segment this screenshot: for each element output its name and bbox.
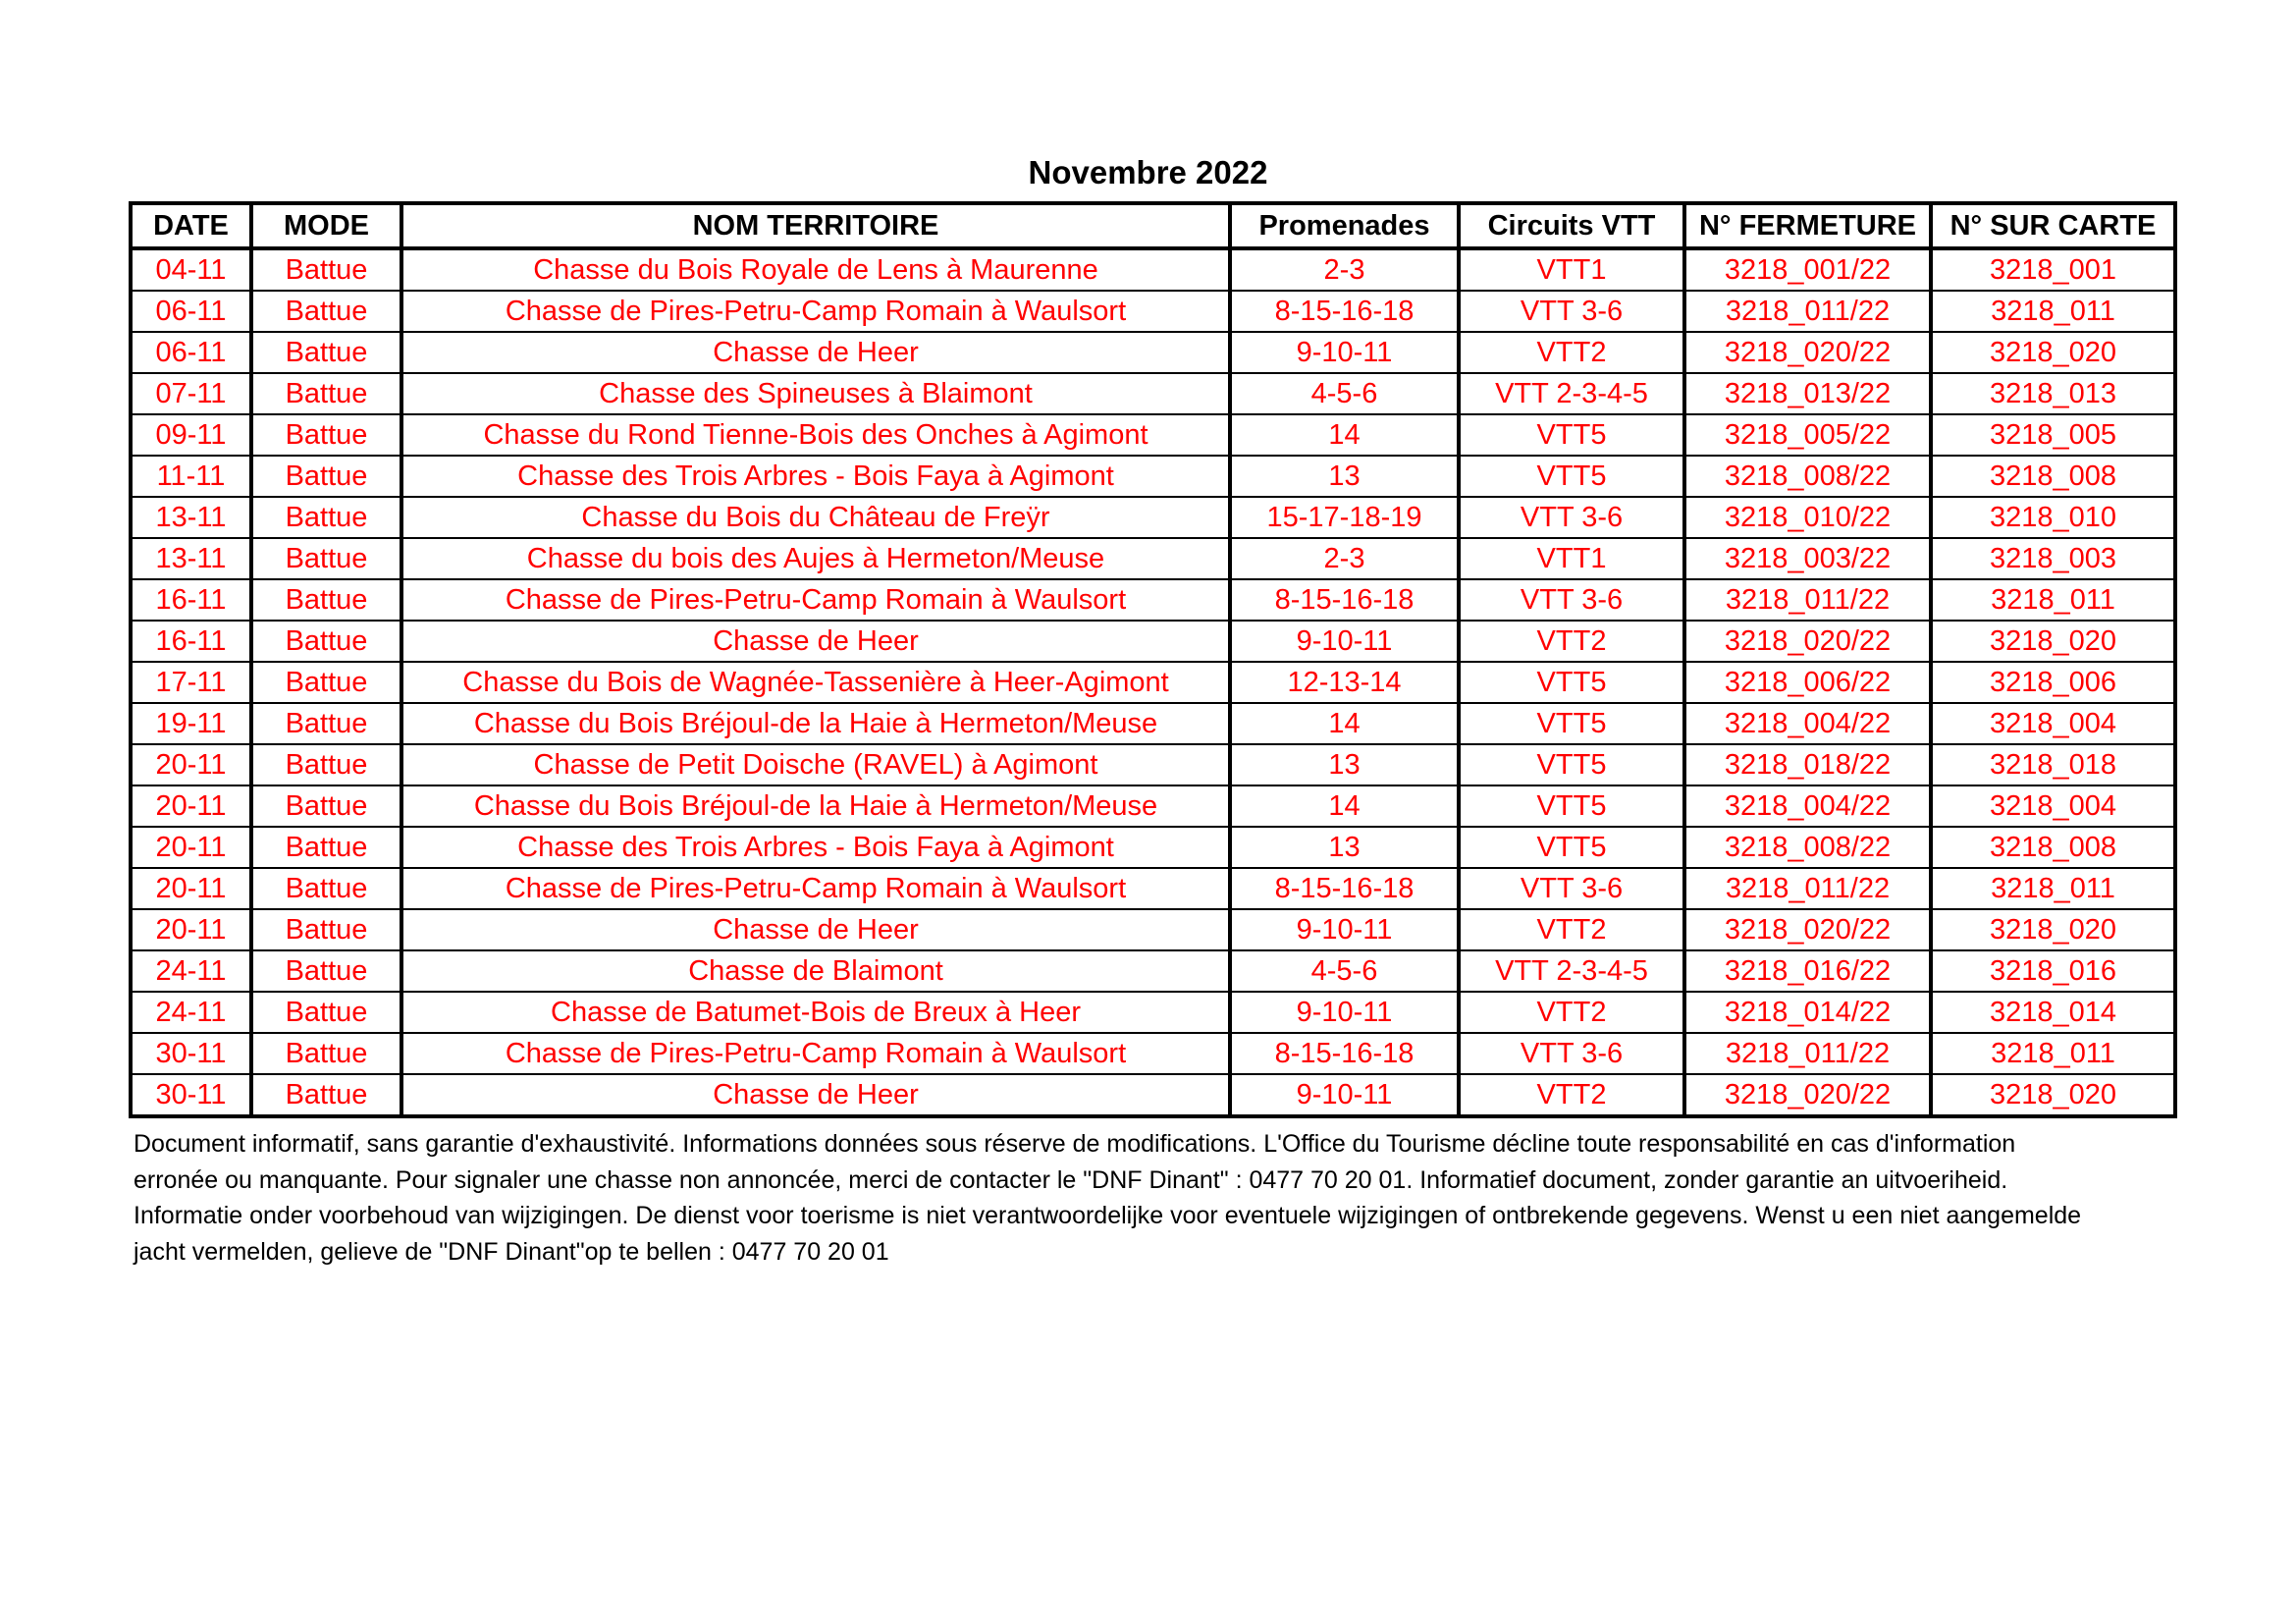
cell-nom-territoire: Chasse de Blaimont [401, 950, 1230, 992]
cell-fermeture: 3218_010/22 [1684, 497, 1931, 538]
cell-circuits-vtt: VTT5 [1459, 703, 1684, 744]
cell-promenades: 4-5-6 [1230, 373, 1459, 414]
cell-mode: Battue [251, 248, 401, 291]
cell-sur-carte: 3218_011 [1931, 291, 2175, 332]
cell-mode: Battue [251, 827, 401, 868]
cell-mode: Battue [251, 497, 401, 538]
cell-mode: Battue [251, 950, 401, 992]
cell-promenades: 8-15-16-18 [1230, 291, 1459, 332]
cell-promenades: 9-10-11 [1230, 332, 1459, 373]
cell-nom-territoire: Chasse de Pires-Petru-Camp Romain à Waulsort [401, 1033, 1230, 1074]
cell-sur-carte: 3218_001 [1931, 248, 2175, 291]
cell-date: 09-11 [131, 414, 251, 456]
cell-nom-territoire: Chasse du Bois Bréjoul-de la Haie à Hermeton/Meuse [401, 785, 1230, 827]
cell-date: 17-11 [131, 662, 251, 703]
table-body [131, 248, 2175, 1116]
cell-nom-territoire: Chasse de Pires-Petru-Camp Romain à Waulsort [401, 291, 1230, 332]
cell-mode: Battue [251, 291, 401, 332]
table-row [131, 744, 2175, 785]
cell-promenades: 2-3 [1230, 538, 1459, 579]
column-header-nom-territoire: NOM TERRITOIRE [401, 203, 1230, 248]
table-row [131, 909, 2175, 950]
cell-date: 24-11 [131, 950, 251, 992]
table-row [131, 950, 2175, 992]
cell-promenades: 14 [1230, 414, 1459, 456]
cell-circuits-vtt: VTT1 [1459, 248, 1684, 291]
table-row [131, 703, 2175, 744]
cell-nom-territoire: Chasse de Pires-Petru-Camp Romain à Waulsort [401, 868, 1230, 909]
page-title: Novembre 2022 [1028, 154, 1268, 190]
column-header-fermeture: N° FERMETURE [1684, 203, 1931, 248]
cell-sur-carte: 3218_010 [1931, 497, 2175, 538]
cell-nom-territoire: Chasse du bois des Aujes à Hermeton/Meuse [401, 538, 1230, 579]
cell-circuits-vtt: VTT5 [1459, 662, 1684, 703]
cell-fermeture: 3218_011/22 [1684, 1033, 1931, 1074]
cell-date: 06-11 [131, 291, 251, 332]
cell-nom-territoire: Chasse du Rond Tienne-Bois des Onches à Agimont [401, 414, 1230, 456]
cell-promenades: 9-10-11 [1230, 992, 1459, 1033]
cell-date: 11-11 [131, 456, 251, 497]
cell-nom-territoire: Chasse de Petit Doische (RAVEL) à Agimont [401, 744, 1230, 785]
table-row [131, 1033, 2175, 1074]
cell-sur-carte: 3218_014 [1931, 992, 2175, 1033]
cell-promenades: 14 [1230, 703, 1459, 744]
cell-nom-territoire: Chasse de Heer [401, 909, 1230, 950]
cell-fermeture: 3218_020/22 [1684, 909, 1931, 950]
table-row [131, 1074, 2175, 1116]
disclaimer-line: Document informatif, sans garantie d'exhaustivité. Informations données sous réserve de modifications. L'Office du Tourisme décline toute responsabilité en cas d'information [133, 1130, 2016, 1158]
cell-promenades: 9-10-11 [1230, 621, 1459, 662]
cell-sur-carte: 3218_008 [1931, 456, 2175, 497]
cell-fermeture: 3218_004/22 [1684, 785, 1931, 827]
cell-circuits-vtt: VTT 2-3-4-5 [1459, 950, 1684, 992]
cell-sur-carte: 3218_018 [1931, 744, 2175, 785]
cell-nom-territoire: Chasse du Bois de Wagnée-Tassenière à Heer-Agimont [401, 662, 1230, 703]
cell-promenades: 8-15-16-18 [1230, 868, 1459, 909]
cell-circuits-vtt: VTT 3-6 [1459, 1033, 1684, 1074]
cell-circuits-vtt: VTT2 [1459, 1074, 1684, 1116]
cell-date: 20-11 [131, 909, 251, 950]
cell-circuits-vtt: VTT1 [1459, 538, 1684, 579]
cell-fermeture: 3218_016/22 [1684, 950, 1931, 992]
cell-promenades: 13 [1230, 744, 1459, 785]
cell-sur-carte: 3218_003 [1931, 538, 2175, 579]
cell-nom-territoire: Chasse des Trois Arbres - Bois Faya à Agimont [401, 827, 1230, 868]
cell-mode: Battue [251, 785, 401, 827]
cell-fermeture: 3218_008/22 [1684, 456, 1931, 497]
cell-fermeture: 3218_020/22 [1684, 332, 1931, 373]
hunting-schedule-table [129, 201, 2177, 1118]
table-row [131, 579, 2175, 621]
cell-date: 20-11 [131, 868, 251, 909]
table-row [131, 621, 2175, 662]
table-row [131, 373, 2175, 414]
cell-promenades: 8-15-16-18 [1230, 1033, 1459, 1074]
cell-promenades: 9-10-11 [1230, 1074, 1459, 1116]
cell-mode: Battue [251, 414, 401, 456]
cell-mode: Battue [251, 662, 401, 703]
cell-promenades: 2-3 [1230, 248, 1459, 291]
table-row [131, 538, 2175, 579]
cell-date: 20-11 [131, 744, 251, 785]
cell-nom-territoire: Chasse du Bois du Château de Freÿr [401, 497, 1230, 538]
cell-nom-territoire: Chasse de Batumet-Bois de Breux à Heer [401, 992, 1230, 1033]
cell-date: 30-11 [131, 1074, 251, 1116]
cell-sur-carte: 3218_006 [1931, 662, 2175, 703]
cell-fermeture: 3218_013/22 [1684, 373, 1931, 414]
table-row [131, 662, 2175, 703]
cell-mode: Battue [251, 373, 401, 414]
cell-fermeture: 3218_011/22 [1684, 579, 1931, 621]
cell-sur-carte: 3218_011 [1931, 1033, 2175, 1074]
cell-nom-territoire: Chasse de Pires-Petru-Camp Romain à Waulsort [401, 579, 1230, 621]
disclaimer-text [133, 1126, 2175, 1270]
cell-mode: Battue [251, 538, 401, 579]
cell-circuits-vtt: VTT 3-6 [1459, 497, 1684, 538]
cell-nom-territoire: Chasse des Spineuses à Blaimont [401, 373, 1230, 414]
column-header-sur-carte: N° SUR CARTE [1931, 203, 2175, 248]
cell-date: 06-11 [131, 332, 251, 373]
cell-fermeture: 3218_004/22 [1684, 703, 1931, 744]
cell-nom-territoire: Chasse de Heer [401, 621, 1230, 662]
cell-circuits-vtt: VTT2 [1459, 992, 1684, 1033]
cell-date: 16-11 [131, 579, 251, 621]
cell-sur-carte: 3218_020 [1931, 909, 2175, 950]
cell-promenades: 8-15-16-18 [1230, 579, 1459, 621]
cell-mode: Battue [251, 909, 401, 950]
cell-mode: Battue [251, 621, 401, 662]
table-row [131, 456, 2175, 497]
cell-sur-carte: 3218_008 [1931, 827, 2175, 868]
table-row [131, 827, 2175, 868]
cell-circuits-vtt: VTT 3-6 [1459, 291, 1684, 332]
table-row [131, 868, 2175, 909]
cell-fermeture: 3218_005/22 [1684, 414, 1931, 456]
cell-promenades: 13 [1230, 456, 1459, 497]
cell-nom-territoire: Chasse du Bois Royale de Lens à Maurenne [401, 248, 1230, 291]
cell-sur-carte: 3218_011 [1931, 579, 2175, 621]
cell-fermeture: 3218_018/22 [1684, 744, 1931, 785]
cell-circuits-vtt: VTT 2-3-4-5 [1459, 373, 1684, 414]
cell-circuits-vtt: VTT 3-6 [1459, 868, 1684, 909]
table-row [131, 497, 2175, 538]
cell-fermeture: 3218_014/22 [1684, 992, 1931, 1033]
cell-sur-carte: 3218_016 [1931, 950, 2175, 992]
cell-sur-carte: 3218_004 [1931, 703, 2175, 744]
cell-date: 30-11 [131, 1033, 251, 1074]
disclaimer-line: erronée ou manquante. Pour signaler une chasse non annoncée, merci de contacter le "DNF Dinant" : 0477 70 20 01. Informatief document, zonder garantie an uitvoeriheid. [133, 1165, 2008, 1194]
table-row [131, 414, 2175, 456]
cell-date: 20-11 [131, 785, 251, 827]
cell-nom-territoire: Chasse des Trois Arbres - Bois Faya à Agimont [401, 456, 1230, 497]
cell-date: 07-11 [131, 373, 251, 414]
cell-sur-carte: 3218_011 [1931, 868, 2175, 909]
cell-mode: Battue [251, 992, 401, 1033]
disclaimer-line: jacht vermelden, gelieve de "DNF Dinant"op te bellen : 0477 70 20 01 [133, 1237, 889, 1266]
cell-mode: Battue [251, 703, 401, 744]
cell-sur-carte: 3218_004 [1931, 785, 2175, 827]
cell-mode: Battue [251, 868, 401, 909]
cell-fermeture: 3218_020/22 [1684, 621, 1931, 662]
cell-nom-territoire: Chasse de Heer [401, 1074, 1230, 1116]
cell-mode: Battue [251, 1033, 401, 1074]
cell-sur-carte: 3218_005 [1931, 414, 2175, 456]
cell-date: 16-11 [131, 621, 251, 662]
cell-promenades: 4-5-6 [1230, 950, 1459, 992]
cell-circuits-vtt: VTT5 [1459, 785, 1684, 827]
cell-date: 13-11 [131, 497, 251, 538]
cell-sur-carte: 3218_020 [1931, 1074, 2175, 1116]
cell-date: 20-11 [131, 827, 251, 868]
cell-promenades: 12-13-14 [1230, 662, 1459, 703]
cell-promenades: 14 [1230, 785, 1459, 827]
cell-fermeture: 3218_011/22 [1684, 291, 1931, 332]
cell-fermeture: 3218_006/22 [1684, 662, 1931, 703]
cell-fermeture: 3218_003/22 [1684, 538, 1931, 579]
cell-circuits-vtt: VTT5 [1459, 456, 1684, 497]
cell-mode: Battue [251, 579, 401, 621]
table-row [131, 291, 2175, 332]
cell-date: 24-11 [131, 992, 251, 1033]
cell-circuits-vtt: VTT 3-6 [1459, 579, 1684, 621]
cell-nom-territoire: Chasse du Bois Bréjoul-de la Haie à Hermeton/Meuse [401, 703, 1230, 744]
column-header-date: DATE [131, 203, 251, 248]
cell-circuits-vtt: VTT5 [1459, 414, 1684, 456]
cell-mode: Battue [251, 1074, 401, 1116]
table-row [131, 332, 2175, 373]
cell-mode: Battue [251, 332, 401, 373]
cell-sur-carte: 3218_020 [1931, 621, 2175, 662]
cell-date: 19-11 [131, 703, 251, 744]
disclaimer-line: Informatie onder voorbehoud van wijzigingen. De dienst voor toerisme is niet verantwoordelijke voor eventuele wijzigingen of ontbrekende gegevens. Wenst u een niet aangemelde [133, 1202, 2082, 1229]
cell-circuits-vtt: VTT5 [1459, 744, 1684, 785]
cell-mode: Battue [251, 456, 401, 497]
column-header-promenades: Promenades [1230, 203, 1459, 248]
table-header-row [131, 203, 2175, 248]
table-row [131, 992, 2175, 1033]
column-header-circuits-vtt: Circuits VTT [1459, 203, 1684, 248]
table-row [131, 248, 2175, 291]
cell-date: 13-11 [131, 538, 251, 579]
cell-circuits-vtt: VTT2 [1459, 332, 1684, 373]
cell-fermeture: 3218_001/22 [1684, 248, 1931, 291]
cell-fermeture: 3218_020/22 [1684, 1074, 1931, 1116]
cell-circuits-vtt: VTT2 [1459, 909, 1684, 950]
cell-sur-carte: 3218_013 [1931, 373, 2175, 414]
cell-fermeture: 3218_008/22 [1684, 827, 1931, 868]
cell-promenades: 13 [1230, 827, 1459, 868]
cell-promenades: 15-17-18-19 [1230, 497, 1459, 538]
table-row [131, 785, 2175, 827]
cell-sur-carte: 3218_020 [1931, 332, 2175, 373]
cell-circuits-vtt: VTT5 [1459, 827, 1684, 868]
cell-fermeture: 3218_011/22 [1684, 868, 1931, 909]
cell-mode: Battue [251, 744, 401, 785]
column-header-mode: MODE [251, 203, 401, 248]
cell-circuits-vtt: VTT2 [1459, 621, 1684, 662]
cell-nom-territoire: Chasse de Heer [401, 332, 1230, 373]
cell-date: 04-11 [131, 248, 251, 291]
cell-promenades: 9-10-11 [1230, 909, 1459, 950]
